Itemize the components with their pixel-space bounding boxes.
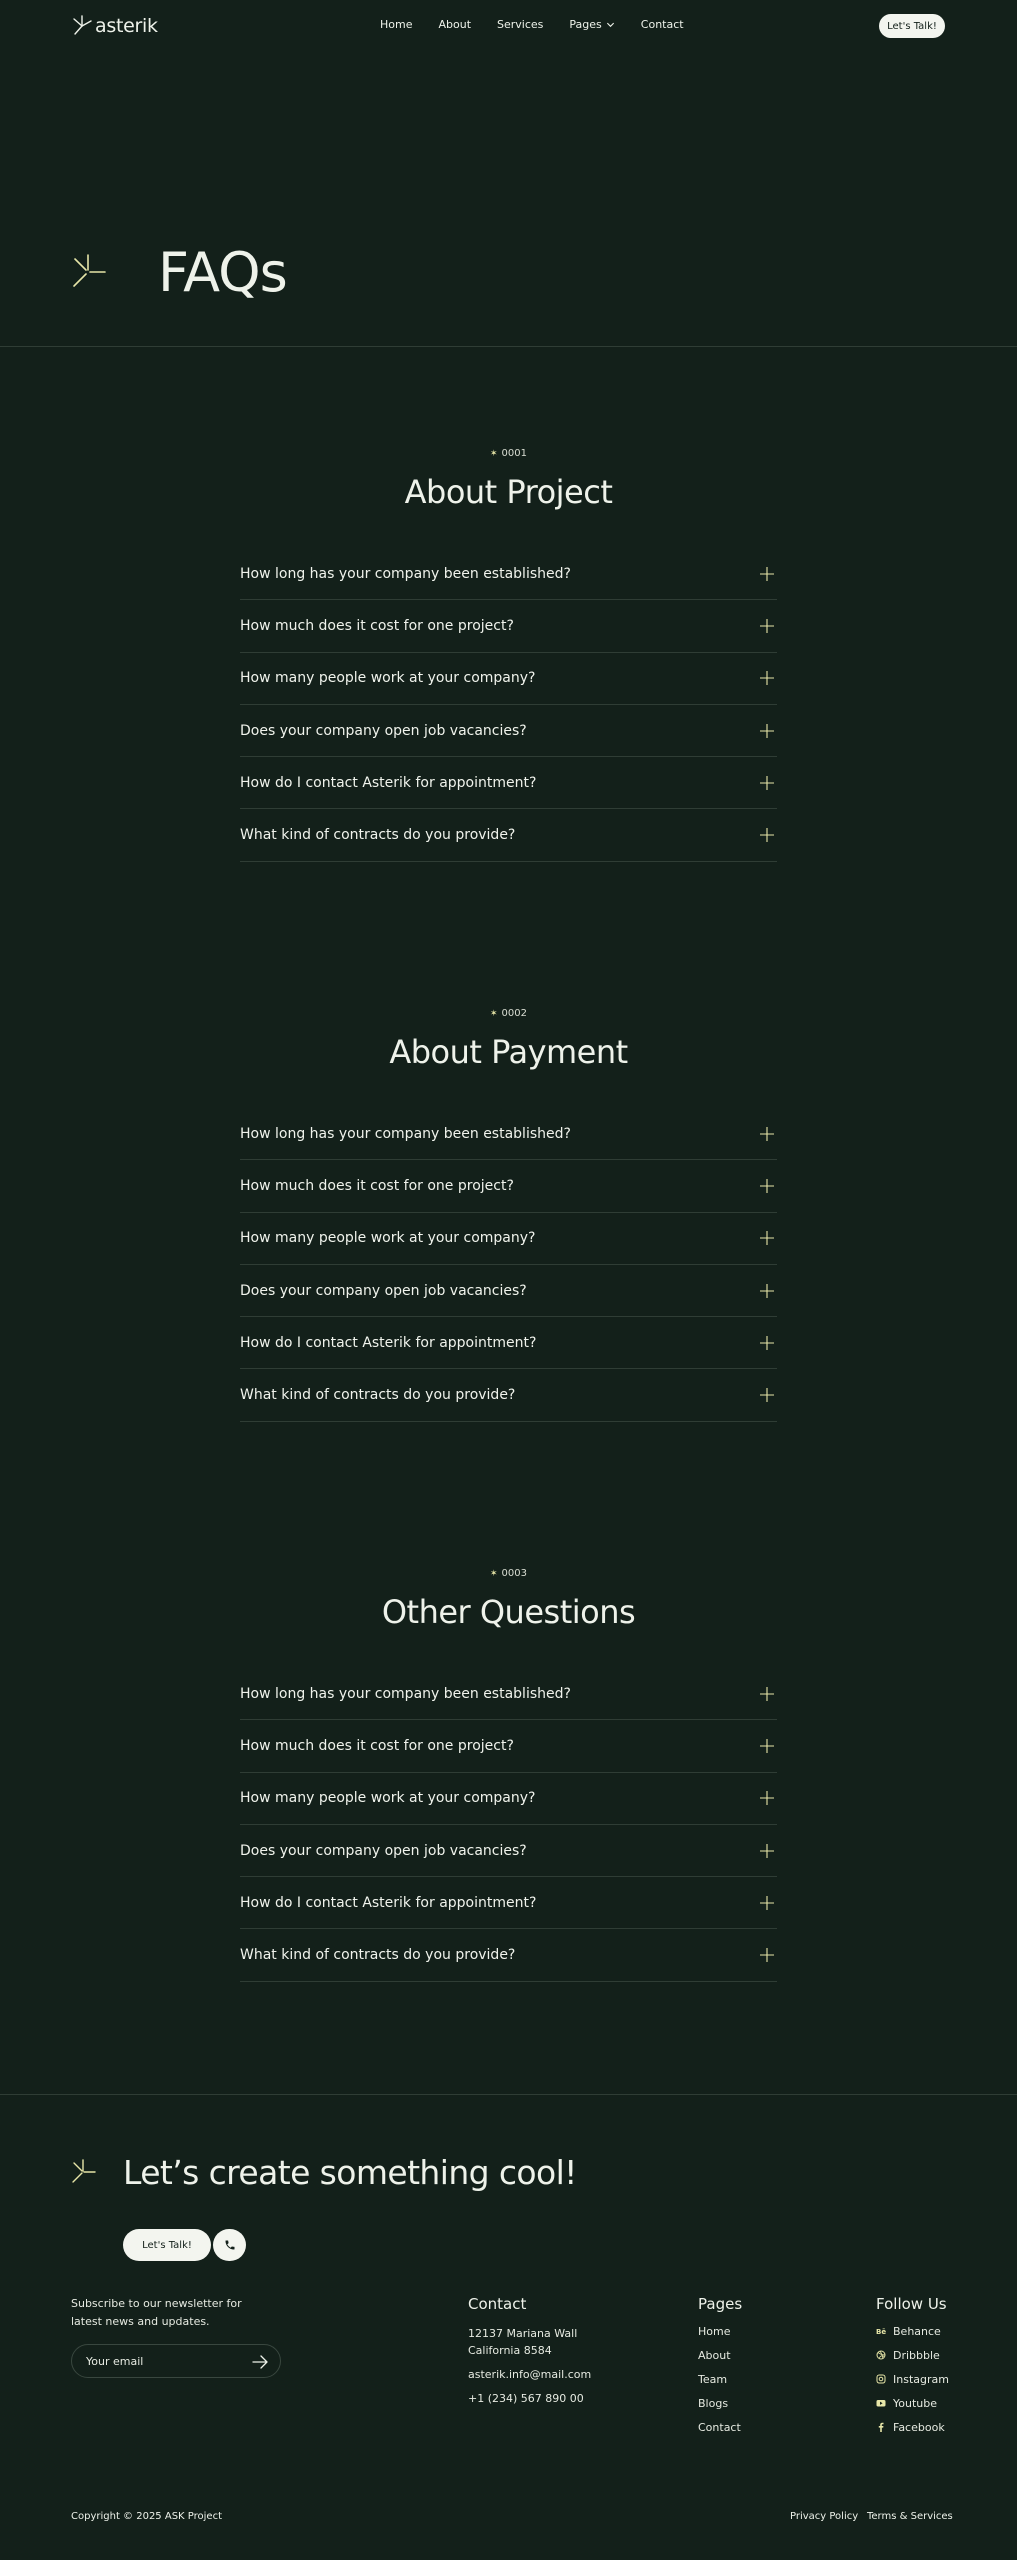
section-number-text: 0002: [501, 1008, 527, 1019]
plus-icon[interactable]: [759, 1895, 775, 1911]
newsletter-form: [71, 2344, 281, 2378]
site-header: [0, 0, 1017, 52]
faq-question: Does your company open job vacancies?: [240, 1842, 527, 1859]
youtube-icon: [876, 2398, 886, 2408]
faq-item[interactable]: [240, 548, 777, 600]
faq-item[interactable]: [240, 1160, 777, 1212]
nav-about[interactable]: About: [438, 18, 472, 31]
chevron-down-icon: [606, 20, 615, 29]
svg-text:Bē: Bē: [876, 2328, 886, 2336]
divider: [0, 2094, 1017, 2095]
faq-item[interactable]: [240, 653, 777, 705]
faq-question: How do I contact Asterik for appointment?: [240, 774, 537, 791]
nav-pages[interactable]: [569, 18, 614, 31]
section-title: About Project: [404, 473, 613, 511]
divider: [0, 346, 1017, 347]
plus-icon[interactable]: [759, 1843, 775, 1859]
plus-icon[interactable]: [759, 1686, 775, 1702]
plus-icon[interactable]: [759, 566, 775, 582]
faq-item[interactable]: [240, 1108, 777, 1160]
faq-list: [240, 548, 777, 862]
plus-icon[interactable]: [759, 1335, 775, 1351]
plus-icon[interactable]: [759, 827, 775, 843]
footer-follow: [876, 2295, 949, 2439]
footer-contact-title: Contact: [468, 2295, 527, 2313]
faq-item[interactable]: [240, 1369, 777, 1421]
arrow-right-icon[interactable]: [252, 2355, 268, 2369]
behance-icon: [876, 2326, 886, 2336]
nav-pages-label: Pages: [569, 18, 602, 31]
faq-question: What kind of contracts do you provide?: [240, 1387, 516, 1404]
faq-item[interactable]: [240, 1825, 777, 1877]
phone-icon: [224, 2239, 236, 2251]
dribbble-icon: [876, 2350, 886, 2360]
faq-item[interactable]: [240, 1265, 777, 1317]
faq-question: How long has your company been established?: [240, 1125, 571, 1142]
footer-link-blogs[interactable]: Blogs: [698, 2396, 729, 2410]
nav-home[interactable]: Home: [380, 18, 413, 31]
faq-question: How much does it cost for one project?: [240, 1177, 514, 1194]
plus-icon[interactable]: [759, 1738, 775, 1754]
faq-question: How much does it cost for one project?: [240, 617, 514, 634]
social-label: Facebook: [893, 2420, 945, 2434]
section-number: [0, 1568, 1017, 1579]
social-link-facebook[interactable]: [876, 2415, 949, 2439]
lets-talk-button[interactable]: Let's Talk!: [123, 2229, 211, 2261]
footer-link-about[interactable]: About: [698, 2348, 731, 2362]
privacy-policy-link[interactable]: Privacy Policy: [790, 2511, 859, 2522]
asterisk-logo-icon: [71, 15, 93, 37]
section-number-text: 0003: [501, 1568, 527, 1579]
main-nav: [380, 18, 710, 31]
asterisk-accent-icon: [70, 2159, 96, 2185]
footer-pages: [698, 2295, 742, 2439]
faq-question: How long has your company been established?: [240, 1685, 571, 1702]
asterisk-accent-icon: [70, 254, 106, 290]
faq-question: What kind of contracts do you provide?: [240, 1947, 516, 1964]
faq-list: [240, 1108, 777, 1422]
faq-list: [240, 1668, 777, 1982]
social-link-behance[interactable]: [876, 2319, 949, 2343]
plus-icon[interactable]: [759, 1230, 775, 1246]
faq-item[interactable]: [240, 1668, 777, 1720]
faq-item[interactable]: [240, 1929, 777, 1981]
faq-question: What kind of contracts do you provide?: [240, 827, 516, 844]
email-input[interactable]: [86, 2353, 236, 2369]
plus-icon[interactable]: [759, 1126, 775, 1142]
logo[interactable]: [71, 12, 158, 40]
copyright: Copyright © 2025 ASK Project: [71, 2511, 222, 2522]
lets-talk-header-button[interactable]: Let's Talk!: [879, 14, 945, 38]
faq-item[interactable]: [240, 1773, 777, 1825]
facebook-icon: [876, 2422, 886, 2432]
cta-title: Let’s create something cool!: [123, 2153, 577, 2192]
faq-question: Does your company open job vacancies?: [240, 722, 527, 739]
instagram-icon: [876, 2374, 886, 2384]
page-title: FAQs: [158, 241, 287, 304]
footer-pages-title: Pages: [698, 2295, 743, 2313]
address-line: 12137 Mariana Wall: [468, 2327, 578, 2340]
social-label: Behance: [893, 2324, 941, 2338]
section-title: About Payment: [389, 1033, 628, 1071]
faq-item[interactable]: [240, 705, 777, 757]
faq-question: How many people work at your company?: [240, 1230, 536, 1247]
nav-services[interactable]: Services: [497, 18, 544, 31]
faq-item[interactable]: [240, 1877, 777, 1929]
section-title: Other Questions: [381, 1593, 636, 1631]
section-number: [0, 448, 1017, 459]
star-icon: ✶: [490, 448, 498, 459]
social-link-instagram[interactable]: [876, 2367, 949, 2391]
social-link-dribbble[interactable]: [876, 2343, 949, 2367]
social-link-youtube[interactable]: [876, 2391, 949, 2415]
contact-phone-link[interactable]: +1 (234) 567 890 00: [468, 2392, 584, 2405]
faq-question: How many people work at your company?: [240, 1790, 536, 1807]
logo-text: asterik: [95, 15, 158, 37]
footer-link-home[interactable]: Home: [698, 2324, 731, 2338]
faq-item[interactable]: [240, 757, 777, 809]
plus-icon[interactable]: [759, 670, 775, 686]
faq-item[interactable]: [240, 1213, 777, 1265]
plus-icon[interactable]: [759, 1178, 775, 1194]
address-line: California 8584: [468, 2344, 552, 2357]
faq-question: How long has your company been established?: [240, 565, 571, 582]
faq-question: How do I contact Asterik for appointment?: [240, 1894, 537, 1911]
footer-link-team[interactable]: Team: [698, 2372, 728, 2386]
faq-item[interactable]: [240, 809, 777, 861]
footer-link-contact[interactable]: Contact: [698, 2420, 741, 2434]
plus-icon[interactable]: [759, 1947, 775, 1963]
section-number: [0, 1008, 1017, 1019]
faq-question: Does your company open job vacancies?: [240, 1282, 527, 1299]
faq-question: How much does it cost for one project?: [240, 1737, 514, 1754]
plus-icon[interactable]: [759, 723, 775, 739]
faq-question: How do I contact Asterik for appointment?: [240, 1334, 537, 1351]
plus-icon[interactable]: [759, 1790, 775, 1806]
faq-question: How many people work at your company?: [240, 670, 536, 687]
star-icon: ✶: [490, 1008, 498, 1019]
social-label: Instagram: [893, 2372, 949, 2386]
faq-item[interactable]: [240, 1317, 777, 1369]
newsletter-text: Subscribe to our newsletter for latest news and updates.: [71, 2297, 242, 2328]
social-label: Youtube: [893, 2396, 937, 2410]
plus-icon[interactable]: [759, 1387, 775, 1403]
footer-follow-title: Follow Us: [876, 2295, 947, 2313]
plus-icon[interactable]: [759, 1283, 775, 1299]
footer-contact: [468, 2295, 591, 2407]
terms-link[interactable]: Terms & Services: [867, 2511, 953, 2522]
section-number-text: 0001: [501, 448, 527, 459]
star-icon: ✶: [490, 1568, 498, 1579]
plus-icon[interactable]: [759, 775, 775, 791]
plus-icon[interactable]: [759, 618, 775, 634]
phone-button[interactable]: [213, 2229, 246, 2261]
faq-item[interactable]: [240, 600, 777, 652]
faq-item[interactable]: [240, 1720, 777, 1772]
social-label: Dribbble: [893, 2348, 940, 2362]
nav-contact[interactable]: Contact: [640, 18, 684, 31]
contact-email-link[interactable]: asterik.info@mail.com: [468, 2368, 592, 2381]
